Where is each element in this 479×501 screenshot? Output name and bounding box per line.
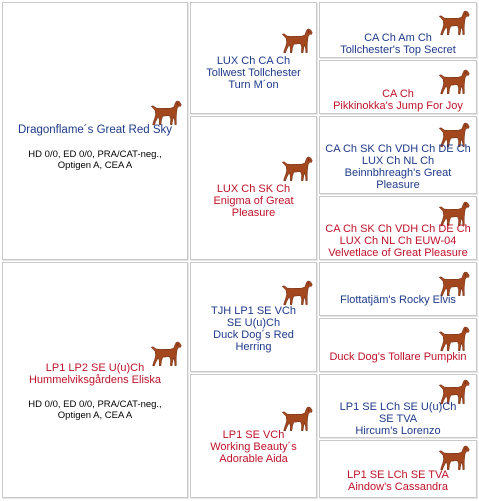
dam-dam-sire-card [319,374,477,438]
dam-dam-card [190,374,317,498]
dam-dam-line-2: Working Beauty´s [210,441,297,453]
sire-dam-line-2: Enigma of Great [213,195,294,207]
dog-icon [436,442,470,472]
dam-title-line-1: LP1 LP2 SE U(u)Ch [45,362,145,374]
sds-line-1: CA Ch SK Ch VDH Ch DE Ch [325,143,471,155]
dam-card [2,262,188,498]
dsd-line-1: Duck Dog's Tollare Pumpkin [329,351,467,363]
dam-sire-sire-card [319,262,477,316]
sds-line-4: Pleasure [376,179,420,191]
sdd-line-3: Velvetlace of Great Pleasure [328,247,468,259]
dam-sire-line-2: SE U(u)Ch [226,317,281,329]
sire-sire-line-2: Tollwest Tollchester [206,67,301,79]
dds-line-2: SE TVA [378,413,418,425]
dam-sire-line-3: Duck Dog´s Red [213,329,294,341]
sire-dam-card [190,116,317,260]
sss-line-1: CA Ch Am Ch [364,32,432,44]
dds-line-1: LP1 SE LCh SE U(u)Ch [339,401,457,413]
dam-sire-card [190,262,317,372]
sss-line-2: Tollchester's Top Secret [340,44,456,56]
sire-card [2,2,188,260]
sire-health-line-2: Optigen A, CEA A [57,160,133,171]
ssd-line-1: CA Ch [382,88,414,100]
sire-health-line-1: HD 0/0, ED 0/0, PRA/CAT-neg., [28,149,162,160]
dam-sire-line-4: Herring [235,341,272,353]
dog-icon [436,323,470,353]
dam-health-line-1: HD 0/0, ED 0/0, PRA/CAT-neg., [28,399,162,410]
sire-sire-line-1: LUX Ch CA Ch [216,55,291,67]
dam-title-line-2: Hummelviksgårdens Eliska [28,374,162,386]
sire-sire-card [190,2,317,114]
sire-dam-line-1: LUX Ch SK Ch [216,183,291,195]
dog-icon [279,25,313,55]
ddd-line-1: LP1 SE LCh SE TVA [347,469,449,481]
sire-dam-dam-card [319,196,477,260]
ddd-line-2: Aindow's Cassandra [348,481,448,493]
sds-line-2: LUX Ch NL Ch [361,155,435,167]
dds-line-3: Hircum's Lorenzo [355,425,441,437]
dam-dam-line-1: LP1 SE VCh [222,429,285,441]
sire-name: Dragonflame´s Great Red Sky [17,124,173,136]
dam-health-line-2: Optigen A, CEA A [57,410,133,421]
dam-dam-dam-card [319,440,477,498]
dog-icon [148,97,182,127]
ssd-line-2: Pikkinokka's Jump For Joy [333,100,463,112]
dss-line-1: Flottatjäm's Rocky Elvis [340,294,456,306]
dog-icon [279,153,313,183]
dam-sire-dam-card [319,318,477,372]
sdd-line-2: LUX Ch NL Ch EUW-04 [339,235,457,247]
sire-dam-sire-card [319,116,477,194]
dog-icon [279,277,313,307]
sire-sire-dam-card [319,60,477,114]
sds-line-3: Beinnbhreagh's Great [344,167,452,179]
sire-sire-line-3: Turn M´on [228,79,279,91]
dam-dam-line-3: Adorable Aida [219,453,288,465]
sire-dam-line-3: Pleasure [231,207,276,219]
sdd-line-1: CA Ch SK Ch VDH Ch DE Ch [325,223,471,235]
dam-sire-line-1: TJH LP1 SE VCh [211,305,296,317]
sire-sire-sire-card [319,2,477,58]
